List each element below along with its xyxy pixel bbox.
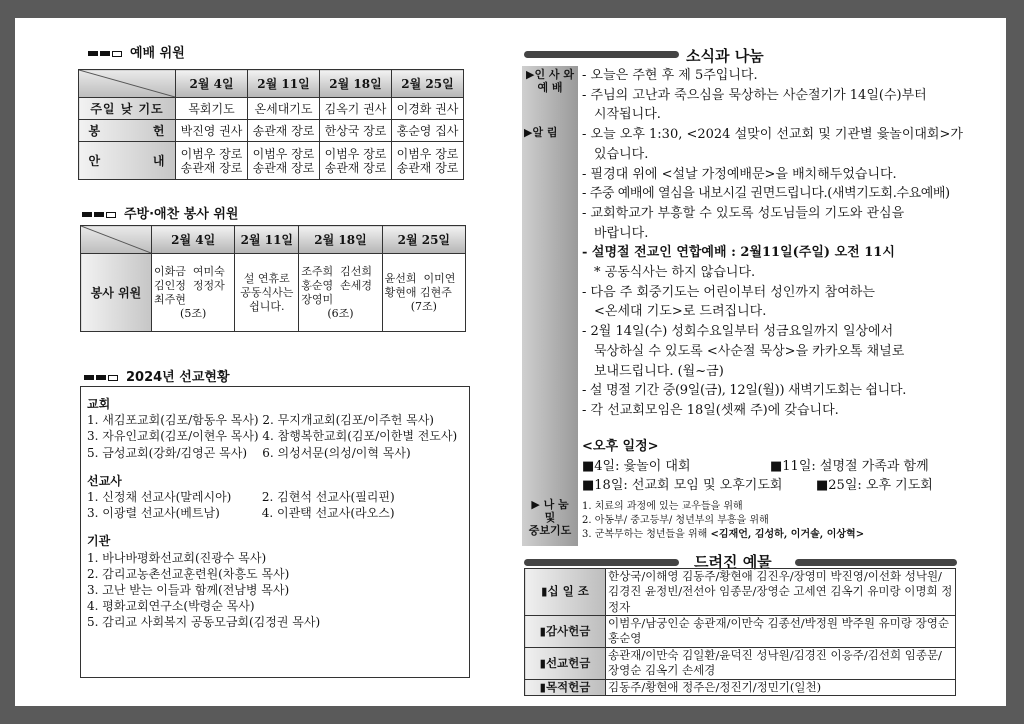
- list-item: 5. 감리교 사회복지 공동모금회(김정권 목사): [87, 615, 321, 630]
- sidebar-label-prayer: ▶ 나 눔 및 중보기도: [528, 498, 572, 537]
- date-header: 2월 18일: [320, 70, 392, 98]
- news-line: - 필경대 위에 <설날 가정예배문>을 배치해두었습니다.: [582, 166, 897, 182]
- title-bar-decoration: [524, 51, 679, 58]
- date-header: 2월 18일: [299, 226, 382, 254]
- table-row: [525, 569, 956, 616]
- mission-category: 기관: [87, 534, 111, 549]
- cell: 이범우 장로 송관재 장로: [248, 142, 320, 180]
- cell: 이범우 장로 송관재 장로: [320, 142, 392, 180]
- date-header: 2월 11일: [235, 226, 299, 254]
- news-line: 있습니다.: [594, 146, 649, 162]
- worship-table: [78, 69, 464, 180]
- news-line: 보내드립니다. (월~금): [594, 363, 724, 379]
- table-row: [81, 254, 466, 332]
- row-label: 주일 낮 기도: [79, 98, 176, 120]
- sidebar-label-intro: ▶인 사 와 예 배: [526, 68, 574, 94]
- news-line: - 오늘 오후 1:30, <2024 설맞이 선교회 및 기관별 윷놀이대회>가: [582, 127, 963, 143]
- cell: 한상국 장로: [320, 120, 392, 142]
- sidebar-label-notice: ▶알 림: [524, 126, 558, 139]
- table-corner: [79, 70, 176, 98]
- mission-category: 선교사: [87, 473, 122, 488]
- cell: 이범우 장로 송관재 장로: [392, 142, 464, 180]
- offerings-table: [524, 568, 956, 696]
- news-line: - 2월 14일(수) 성회수요일부터 성금요일까지 일상에서: [582, 324, 894, 340]
- cell: 이경화 권사: [392, 98, 464, 120]
- news-line: - 교회학교가 부흥할 수 있도록 성도님들의 기도와 관심을: [582, 205, 905, 221]
- list-item: 1. 새김포교회(김포/함동우 목사) 2. 무지개교회(김포/이주헌 목사): [87, 413, 434, 428]
- cell: 목회기도: [176, 98, 248, 120]
- list-item: 3. 이광렬 선교사(베트남) 4. 이관택 선교사(라오스): [87, 506, 395, 521]
- kitchen-table: [80, 225, 466, 332]
- table-row: [79, 120, 464, 142]
- list-item: 5. 금성교회(강화/김영곤 목사) 6. 의성서문(의성/이혁 목사): [87, 445, 411, 460]
- news-line: - 설명절 전교인 연합예배 : 2월11일(주일) 오전 11시: [582, 245, 895, 261]
- date-header: 2월 4일: [152, 226, 235, 254]
- afternoon-schedule: [582, 437, 933, 496]
- cell: 이범우 장로 송관재 장로: [176, 142, 248, 180]
- offering-names: 한상국/이해영 김동주/황현애 김진우/장영미 박진영/이선화 성낙원/김경진 윤정빈/전선아 임종문/장영순 고세연 김옥기 유미랑 이명희 정정자: [606, 569, 956, 616]
- list-item: 3. 자유인교회(김포/이현우 목사) 4. 참행복한교회(김포/이한별 전도사): [87, 429, 458, 444]
- offering-label: ▮선교헌금: [525, 647, 606, 679]
- bullet-bars-icon: [82, 207, 118, 222]
- date-header: 2월 11일: [248, 70, 320, 98]
- worship-heading: 예배 위원: [88, 42, 185, 61]
- schedule-row: ■4일: 윷놀이 대회 ■11일: 설명절 가족과 함께: [582, 458, 929, 474]
- title-bar-decoration: [795, 559, 957, 566]
- cell: 홍순영 집사: [392, 120, 464, 142]
- offering-label: ▮십 일 조: [525, 569, 606, 616]
- row-label: 안 내: [79, 142, 176, 180]
- cell: 이화금 여미숙 김인정 정정자 최주현 (5조): [152, 254, 235, 332]
- table-row: [525, 647, 956, 679]
- cell: 박진영 권사: [176, 120, 248, 142]
- list-item: 1. 신정채 선교사(말레시아) 2. 김현석 선교사(필리핀): [87, 490, 395, 505]
- kitchen-heading: 주방·애찬 봉사 위원: [82, 203, 238, 222]
- news-line: - 다음 주 회중기도는 어린이부터 성인까지 참여하는: [582, 284, 875, 300]
- news-line: - 설 명절 기간 중(9일(금), 12일(월)) 새벽기도회는 쉽니다.: [582, 383, 907, 399]
- table-row: [79, 98, 464, 120]
- news-line: <온세대 기도>로 드려집니다.: [594, 304, 767, 320]
- list-item: 3. 군복무하는 청년들을 위해 <김재언, 김성하, 이거솔, 이상혁>: [582, 529, 865, 540]
- list-item: 2. 아동부/ 중고등부/ 청년부의 부흥을 위해: [582, 515, 769, 526]
- row-label: 봉 헌: [79, 120, 176, 142]
- list-item: 3. 고난 받는 이들과 함께(전남병 목사): [87, 583, 290, 598]
- table-row: [79, 142, 464, 180]
- bullet-bars-icon: [84, 370, 120, 385]
- mission-category: 교회: [87, 397, 111, 411]
- date-header: 2월 4일: [176, 70, 248, 98]
- news-line: - 주중 예배에 열심을 내보시길 권면드립니다.(새벽기도회.수요예배): [582, 186, 950, 202]
- list-item: 2. 감리교농촌선교훈련원(차흥도 목사): [87, 566, 290, 581]
- mission-heading: 2024년 선교현황: [84, 366, 230, 385]
- offering-label: ▮감사헌금: [525, 615, 606, 647]
- news-line: - 각 선교회모임은 18일(셋째 주)에 갖습니다.: [582, 402, 839, 418]
- title-bar-decoration: [524, 559, 679, 566]
- schedule-title: <오후 일정>: [582, 439, 659, 454]
- cell: 조주희 김선희 홍순영 손세경 장영미 (6조): [299, 254, 382, 332]
- cell: 송관재 장로: [248, 120, 320, 142]
- bullet-bars-icon: [88, 46, 124, 61]
- news-line: 바랍니다.: [594, 225, 649, 241]
- date-header: 2월 25일: [392, 70, 464, 98]
- date-header: 2월 25일: [382, 226, 465, 254]
- news-list: [582, 66, 982, 421]
- news-line: - 오늘은 주현 후 제 5주입니다.: [582, 68, 758, 83]
- news-line: * 공동식사는 하지 않습니다.: [594, 265, 756, 281]
- table-row: [525, 679, 956, 695]
- table-corner: [81, 226, 152, 254]
- list-item: 4. 평화교회연구소(박령순 목사): [87, 599, 255, 614]
- offering-names: 김동주/황현애 정주은/정진기/정민기(일천): [606, 679, 956, 695]
- offering-label: ▮목적헌금: [525, 679, 606, 695]
- prayer-list: [582, 500, 864, 542]
- news-line: - 주님의 고난과 죽으심을 묵상하는 사순절기가 14일(수)부터: [582, 87, 927, 103]
- list-item: 1. 바나바평화선교회(진광수 목사): [87, 550, 267, 565]
- offerings-heading: 드려진 예물: [694, 553, 772, 571]
- schedule-row: ■18일: 선교회 모임 및 오후기도회 ■25일: 오후 기도회: [582, 478, 933, 493]
- cell: 윤선희 이미연 황현애 김현주 (7조): [382, 254, 465, 332]
- mission-list: [87, 396, 457, 631]
- table-row: [525, 615, 956, 647]
- offering-names: 송관재/이만숙 김일환/윤덕진 성낙원/김경진 이응주/김선희 임종문/장영순 김옥기 손세경: [606, 647, 956, 679]
- news-heading: 소식과 나눔: [686, 47, 764, 65]
- news-line: 시작됩니다.: [594, 107, 661, 123]
- offering-names: 이범우/남궁인순 송관재/이만숙 김종선/박정원 박주원 유미랑 장영순 홍순영: [606, 615, 956, 647]
- cell: 온세대기도: [248, 98, 320, 120]
- row-label: 봉사 위원: [81, 254, 152, 332]
- cell: 김옥기 권사: [320, 98, 392, 120]
- list-item: 1. 치료의 과정에 있는 교우들을 위해: [582, 501, 743, 512]
- news-line: 묵상하실 수 있도록 <사순절 묵상>을 카카오톡 채널로: [594, 343, 905, 359]
- cell: 설 연휴로 공동식사는 쉽니다.: [235, 254, 299, 332]
